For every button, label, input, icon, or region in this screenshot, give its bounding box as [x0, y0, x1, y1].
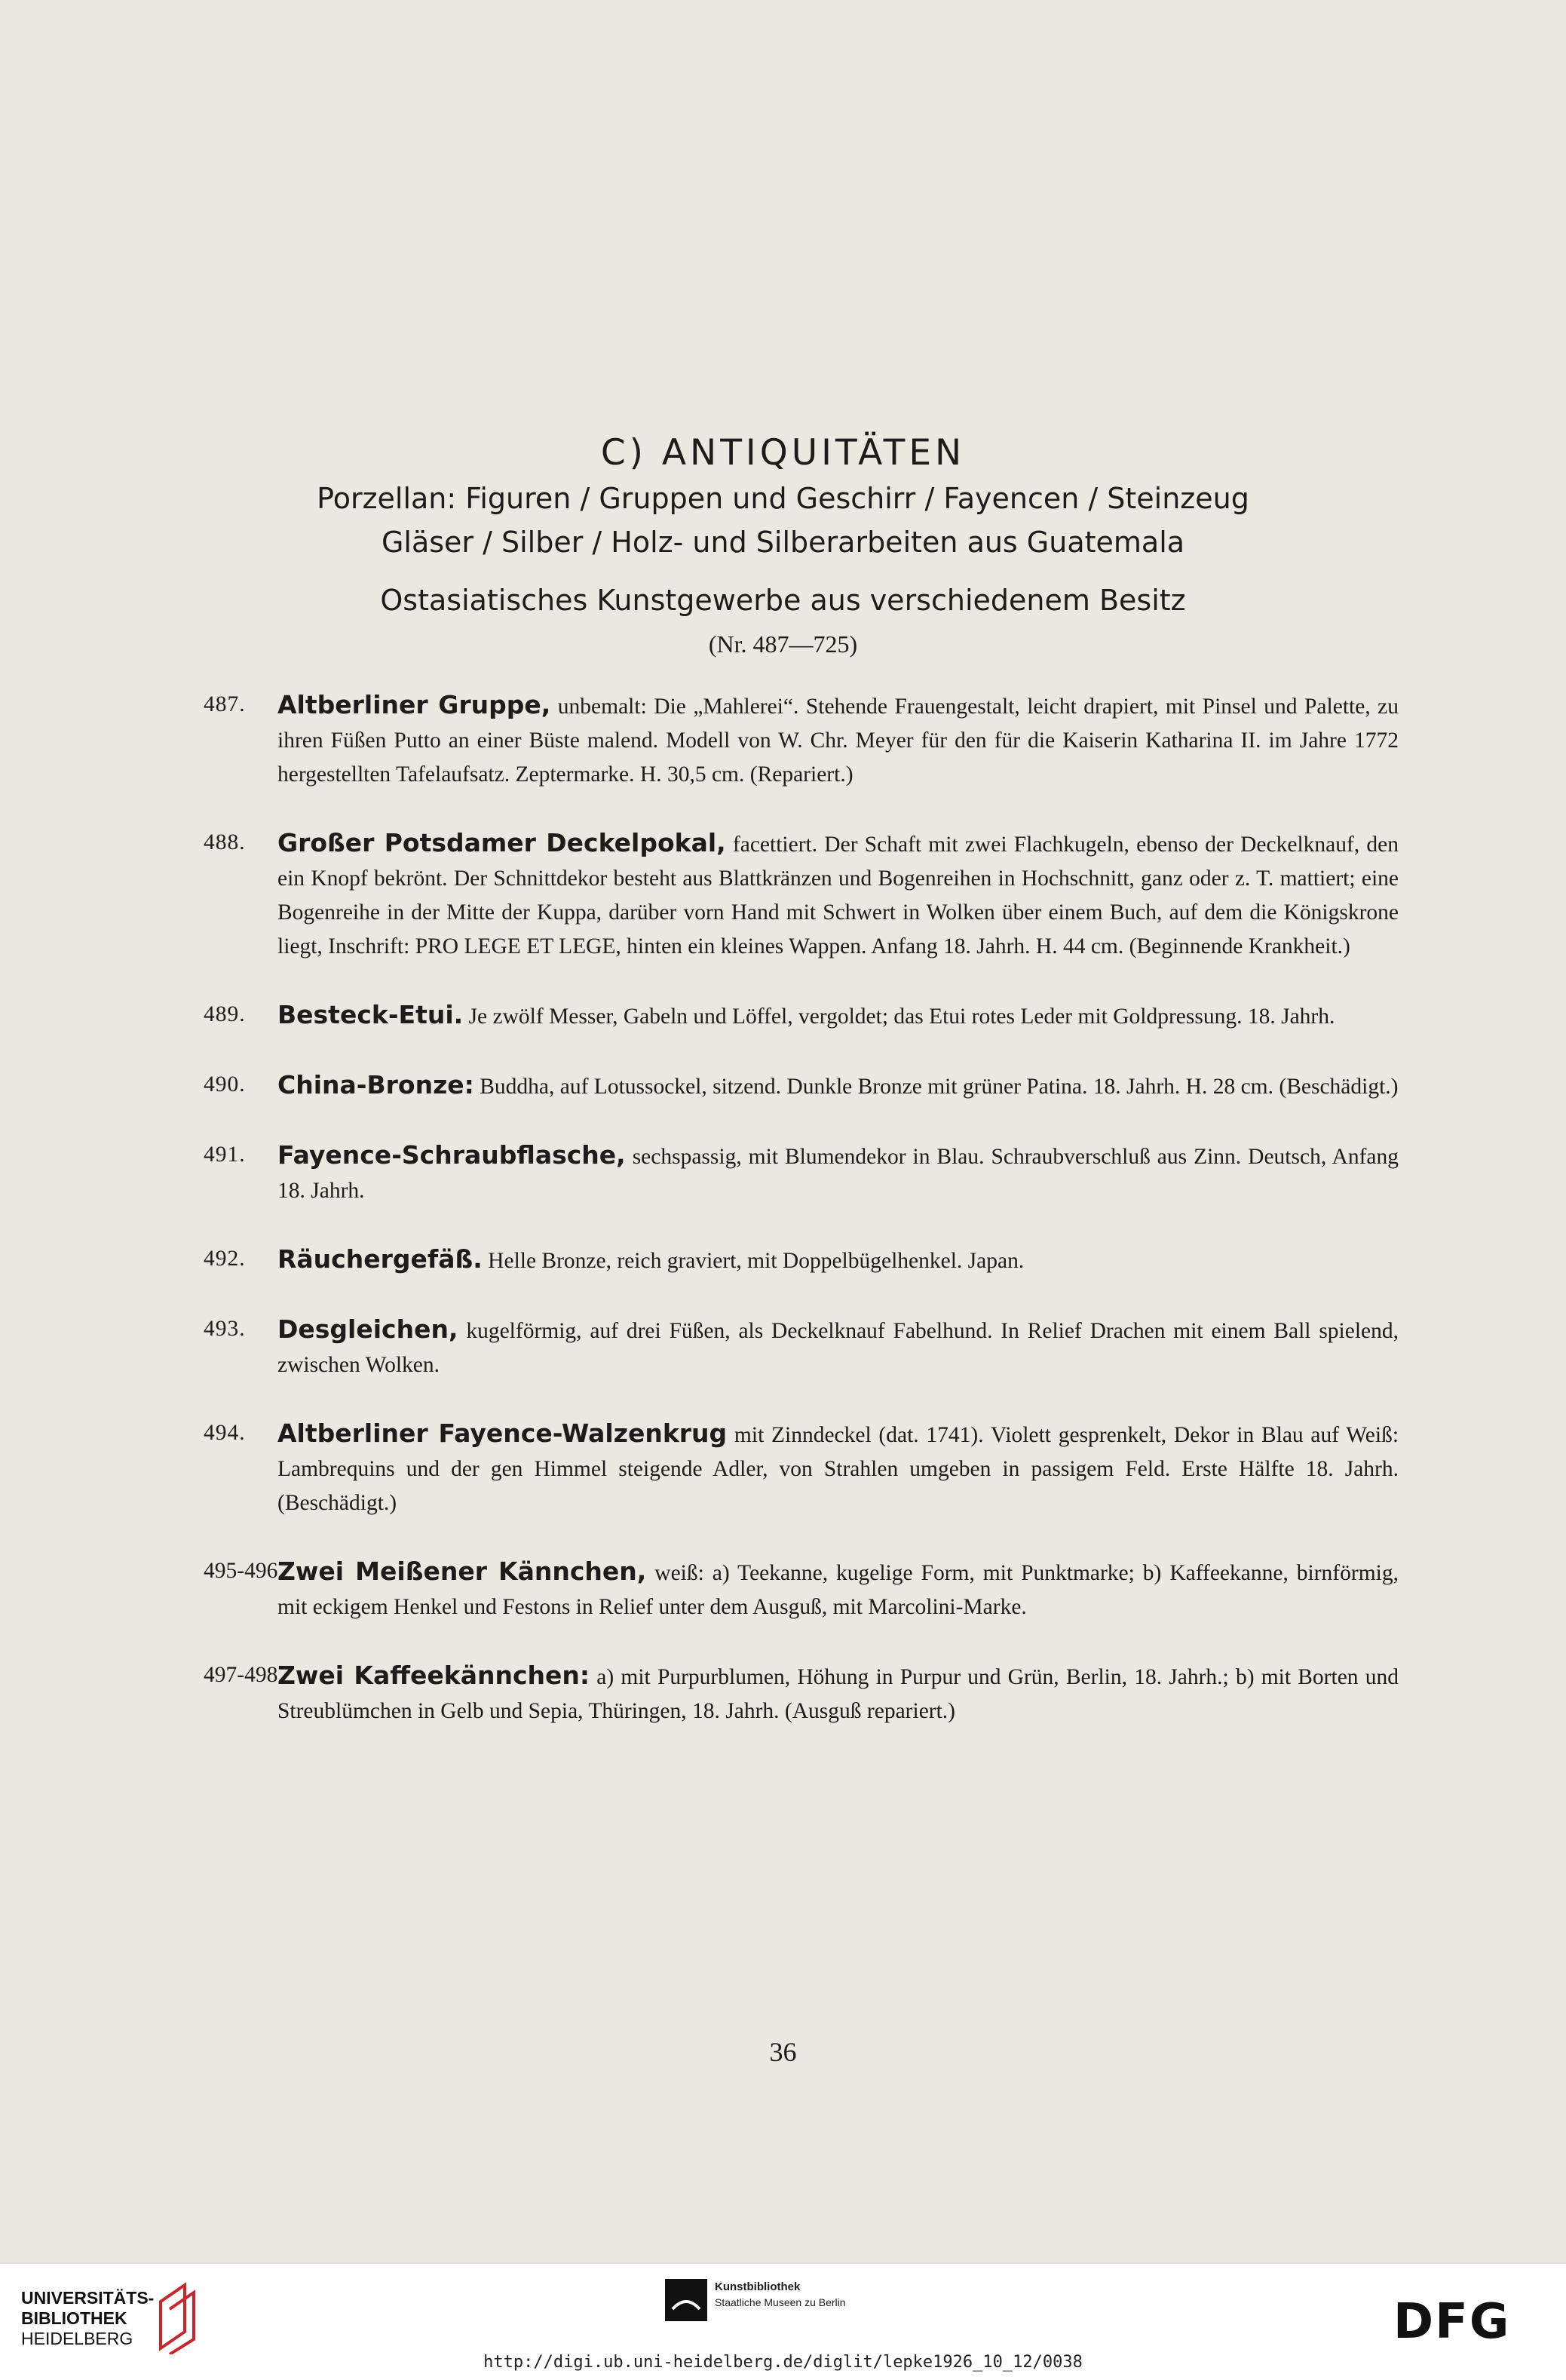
entry-text: unbemalt: Die „Mahlerei“. Stehende Frauengestalt, leicht drapiert, mit Pinsel und Palette, zu ihren Füßen Putto an einer Büste malend. Modell von W. Chr. Meyer für den für die Kaiserin Katharina II. im Jahre 1772 hergestellten Tafelaufsatz. Zeptermarke. H. 30,5 cm. (Repariert.)	[277, 695, 1399, 787]
entry-title: China-Bronze:	[277, 1070, 474, 1100]
section-number-range: (Nr. 487—725)	[708, 630, 858, 658]
entry-title: Zwei Kaffeekännchen:	[277, 1661, 590, 1690]
section-line-1: Porzellan: Figuren / Gruppen und Geschirr / Fayencen / Steinzeug	[317, 482, 1249, 515]
heidelberg-library-logo[interactable]	[21, 2288, 154, 2349]
section-line-2: Gläser / Silber / Holz- und Silberarbeiten aus Guatemala	[381, 526, 1185, 559]
entry-title: Zwei Meißener Kännchen,	[277, 1557, 647, 1586]
entry-text: Je zwölf Messer, Gabeln und Löffel, vergoldet; das Etui rotes Leder mit Goldpressung. 18. Jahrh.	[468, 1004, 1335, 1029]
dfg-logo[interactable]: DFG	[1393, 2294, 1511, 2350]
section-heading	[0, 430, 1566, 664]
ub-red-emblem-icon	[155, 2279, 200, 2354]
kunstbibliothek-logo[interactable]	[665, 2279, 846, 2321]
page-number: 36	[769, 2037, 797, 2067]
entry-title: Besteck-Etui.	[277, 1000, 464, 1029]
kb-line-2: Staatliche Museen zu Berlin	[715, 2296, 846, 2308]
catalog-entry	[204, 688, 1399, 792]
entry-title: Altberliner Fayence-Walzenkrug	[277, 1418, 728, 1448]
catalog-entries	[204, 688, 1399, 1762]
entry-text: a) mit Purpurblumen, Höhung in Purpur und Grün, Berlin, 18. Jahrh.; b) mit Borten und Streublümchen in Gelb und Sepia, Thüringen, 18. Jahrh. (Ausguß repariert.)	[277, 1665, 1399, 1723]
section-subtitle: Ostasiatisches Kunstgewerbe aus verschiedenem Besitz	[380, 584, 1186, 617]
entry-number: 492.	[204, 1247, 246, 1271]
catalog-entry	[204, 1312, 1399, 1382]
entry-text: mit Zinndeckel (dat. 1741). Violett gesprenkelt, Dekor in Blau auf Weiß: Lambrequins und der gen Himmel steigende Adler, von Strahlen umgeben in passigem Feld. Erste Hälfte 18. Jahrh. (Beschädigt.)	[277, 1423, 1399, 1515]
ub-logo-line-1: UNIVERSITÄTS-	[21, 2288, 155, 2308]
catalog-entry	[204, 1068, 1399, 1104]
catalog-entry	[204, 1554, 1399, 1624]
kunstbibliothek-emblem-icon	[665, 2279, 707, 2321]
entry-number: 491.	[204, 1142, 246, 1167]
entry-number: 488.	[204, 830, 246, 854]
entry-text: Helle Bronze, reich graviert, mit Doppelbügelhenkel. Japan.	[488, 1249, 1025, 1273]
entry-text: sechspassig, mit Blumendekor in Blau. Schraubverschluß aus Zinn. Deutsch, Anfang 18. Jahrh.	[277, 1145, 1399, 1203]
section-title: C) ANTIQUITÄTEN	[600, 432, 966, 474]
permalink-url[interactable]: http://digi.ub.uni-heidelberg.de/diglit/lepke1926_10_12/0038	[483, 2353, 1083, 2372]
catalog-entry	[204, 1658, 1399, 1728]
catalog-entry	[204, 1242, 1399, 1278]
entry-title: Desgleichen,	[277, 1314, 458, 1344]
entry-text: kugelförmig, auf drei Füßen, als Deckelknauf Fabelhund. In Relief Drachen mit einem Ball spielend, zwischen Wolken.	[277, 1319, 1399, 1377]
entry-number: 490.	[204, 1072, 246, 1096]
ub-logo-line-3: HEIDELBERG	[21, 2329, 133, 2348]
entry-number: 494.	[204, 1421, 246, 1445]
entry-number: 489.	[204, 1002, 246, 1026]
ub-logo-line-2: BIBLIOTHEK	[21, 2308, 127, 2328]
kb-line-1: Kunstbibliothek	[715, 2280, 801, 2293]
entry-number: 493.	[204, 1317, 246, 1341]
entry-number: 487.	[204, 692, 246, 716]
entry-title: Altberliner Gruppe,	[277, 690, 551, 719]
entry-text: Buddha, auf Lotussockel, sitzend. Dunkle Bronze mit grüner Patina. 18. Jahrh. H. 28 cm. (Beschädigt.)	[480, 1075, 1399, 1099]
entry-title: Großer Potsdamer Deckelpokal,	[277, 828, 726, 857]
viewer-footer	[0, 2262, 1566, 2380]
entry-number: 495-496.	[204, 1559, 283, 1583]
catalog-entry	[204, 1138, 1399, 1208]
entry-text: weiß: a) Teekanne, kugelige Form, mit Punktmarke; b) Kaffeekanne, birnförmig, mit eckigem Henkel und Festons in Relief unter dem Ausguß, mit Marcolini-Marke.	[277, 1561, 1399, 1619]
entry-title: Räuchergefäß.	[277, 1244, 483, 1274]
catalog-entry	[204, 826, 1399, 964]
catalog-entry	[204, 1416, 1399, 1520]
catalog-entry	[204, 998, 1399, 1034]
entry-number: 497-498.	[204, 1663, 283, 1687]
entry-text: facettiert. Der Schaft mit zwei Flachkugeln, ebenso der Deckelknauf, den ein Knopf bekrönt. Der Schnittdekor besteht aus Blattkränzen und Bogenreihen in Hochschnitt, ganz oder z. T. mattiert; eine Bogenreihe in der Mitte der Kuppa, darüber vorn Hand mit Schwert in Wolken über einem Buch, auf dem die Königskrone liegt, Inschrift: PRO LEGE ET LEGE, hinten ein kleines Wappen. Anfang 18. Jahrh. H. 44 cm. (Beginnende Krankheit.)	[277, 833, 1399, 958]
entry-title: Fayence-Schraubflasche,	[277, 1140, 626, 1170]
